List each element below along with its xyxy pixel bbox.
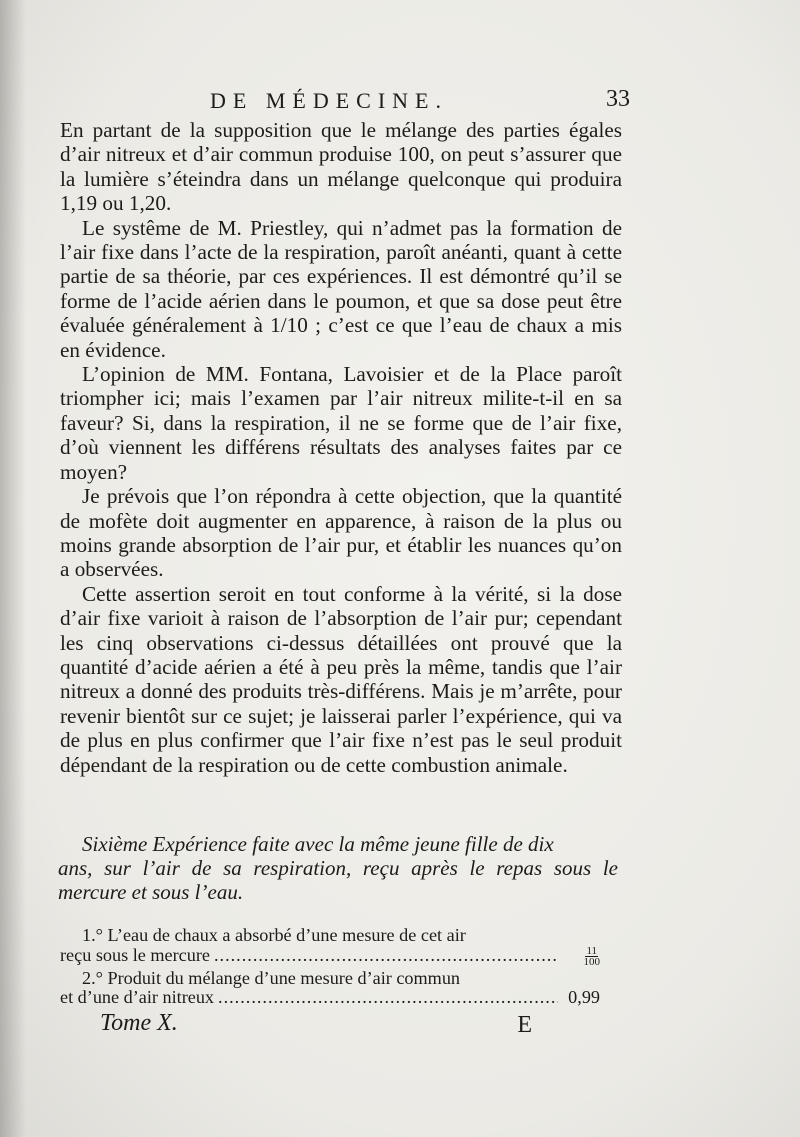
page-gutter-shadow <box>0 0 26 1137</box>
signature-mark: E <box>517 1012 532 1038</box>
result-description: 1.° L’eau de chaux a absorbé d’une mesure de cet air <box>82 925 466 945</box>
fraction-denominator: 100 <box>583 955 600 968</box>
fraction-numerator: 11 <box>586 944 598 957</box>
result-value <box>562 946 600 967</box>
paragraph: L’opinion de MM. Fontana, Lavoisier et de la Place paroît triompher ici; mais l’examen par l’air nitreux milite-t-il en sa faveur? Si, dans la respiration, il ne se forme que de l’air fixe, d’où viennent les différens résultats des analyses faites par ce moyen? <box>60 362 622 484</box>
result-item <box>60 969 600 1008</box>
experiment-heading-line1: Sixième Expérience faite avec la même jeune fille de dix <box>82 832 554 856</box>
result-value: 0,99 <box>568 987 600 1008</box>
volume-label: Tome X. <box>100 1010 178 1036</box>
page-footer <box>100 1010 532 1040</box>
paragraph: Le systême de M. Priestley, qui n’admet pas la formation de l’air fixe dans l’acte de la respiration, paroît anéanti, quant à cette partie de sa théorie, par ces expériences. Il est démontré qu’il se forme de l’acide aérien dans le poumon, et que sa dose peut être évaluée généralement à 1/10 ; c’est ce que l’eau de chaux a mis en évidence. <box>60 215 622 362</box>
body-text <box>60 118 622 777</box>
running-head: DE MÉDECINE. <box>210 88 448 113</box>
result-item <box>60 926 600 967</box>
dot-leader <box>214 946 558 966</box>
page-number: 33 <box>606 86 630 112</box>
result-description-cont: reçu sous le mercure <box>60 944 210 965</box>
paragraph: En partant de la supposition que le mélange des parties égales d’air nitreux et d’air commun produise 100, on peut s’assurer que la lumière s’éteindra dans un mélange quelconque qui produira 1,19 ou 1,20. <box>60 118 622 216</box>
results-list <box>60 926 600 1010</box>
experiment-heading <box>58 832 618 904</box>
result-description-cont: et d’une d’air nitreux <box>60 987 215 1008</box>
experiment-heading-rest: ans, sur l’air de sa respiration, reçu après le repas sous le mercure et sous l’eau. <box>58 856 618 904</box>
page-header <box>210 88 630 118</box>
paragraph: Cette assertion seroit en tout conforme à la vérité, si la dose d’air fixe varioit à raison de l’absorption de l’air pur; cependant les cinq observations ci-dessus détaillées ont prouvé que la quantité d’acide aérien a été à peu près la même, tandis que l’air nitreux a donné des produits très-différens. Mais je m’arrête, pour revenir bientôt sur ce sujet; je laisserai parler l’expérience, qui va de plus en plus confirmer que l’air fixe n’est pas le seul produit dépendant de la respiration ou de cette combustion animale. <box>60 581 622 777</box>
paragraph: Je prévois que l’on répondra à cette objection, que la quantité de mofète doit augmenter en apparence, à raison de la plus ou moins grande absorption de l’air pur, et établir les nuances qu’on a observées. <box>60 484 622 582</box>
fraction <box>584 946 601 967</box>
dot-leader <box>218 988 558 1008</box>
result-description: 2.° Produit du mélange d’une mesure d’air commun <box>82 967 461 988</box>
